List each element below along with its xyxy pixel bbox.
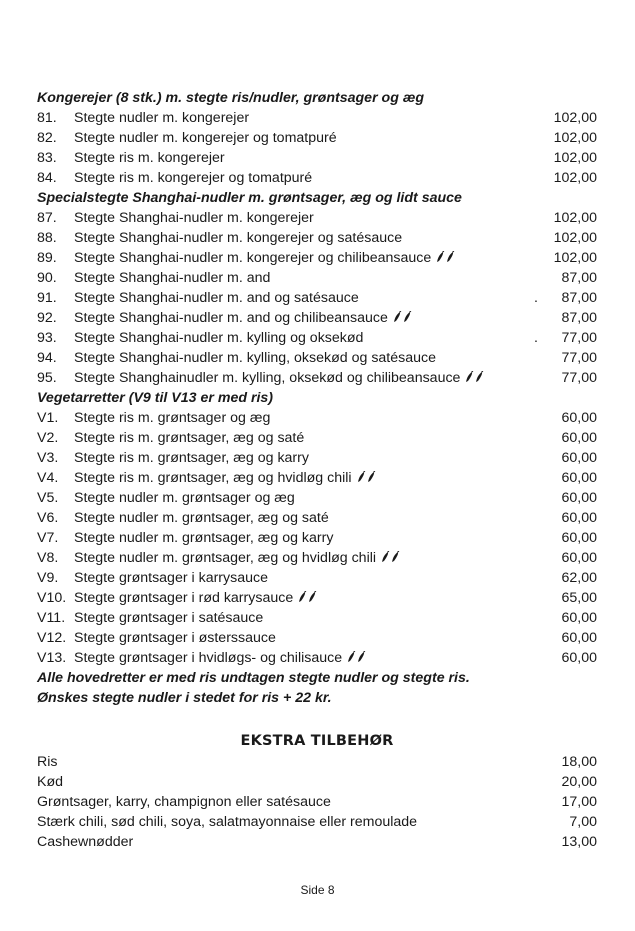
item-number: V13. — [37, 650, 67, 666]
item-price: 77,00 — [561, 370, 597, 386]
item-name-wrap — [74, 468, 376, 488]
item-number: 95. — [37, 370, 57, 386]
item-name: Stegte nudler m. grøntsager, æg og saté — [74, 510, 329, 526]
item-number: V2. — [37, 430, 59, 446]
item-name: Stegte ris m. kongerejer — [74, 150, 225, 166]
chili-pepper-icon — [380, 551, 400, 563]
item-name-wrap — [74, 448, 309, 468]
item-number: 90. — [37, 270, 57, 286]
item-number: 89. — [37, 250, 57, 266]
menu-item — [37, 128, 597, 148]
item-name: Stegte Shanghai-nudler m. and og satésauce — [74, 290, 359, 306]
menu-item — [37, 548, 597, 568]
item-number: V11. — [37, 610, 66, 626]
item-number: 83. — [37, 150, 57, 166]
item-price: 102,00 — [553, 230, 597, 246]
item-number: V6. — [37, 510, 59, 526]
menu-item — [37, 608, 597, 628]
item-number: V3. — [37, 450, 59, 466]
item-name-wrap — [74, 168, 312, 188]
extra-name: Grøntsager, karry, champignon eller satésauce — [37, 794, 331, 810]
item-name: Stegte grøntsager i hvidløgs- og chilisauce — [74, 650, 343, 666]
item-number: V8. — [37, 550, 59, 566]
chili-pepper-icon — [464, 371, 484, 383]
stray-dot: . — [534, 330, 538, 346]
item-name: Stegte Shanghai-nudler m. and og chilibeansauce — [74, 310, 388, 326]
item-price: 60,00 — [561, 610, 597, 626]
menu-item — [37, 328, 597, 348]
item-price: 62,00 — [561, 570, 597, 586]
item-number: 81. — [37, 110, 57, 126]
item-name: Stegte ris m. grøntsager, æg og hvidløg chili — [74, 470, 352, 486]
menu-item — [37, 348, 597, 368]
chili-pepper-icon — [346, 651, 366, 663]
item-name-wrap — [74, 328, 363, 348]
menu-item — [37, 228, 597, 248]
item-price: 87,00 — [561, 270, 597, 286]
item-name-wrap — [74, 308, 412, 328]
extra-price: 20,00 — [561, 774, 597, 790]
chili-pepper-icon — [356, 471, 376, 483]
extra-price: 18,00 — [561, 754, 597, 770]
section-heading: Specialstegte Shanghai-nudler m. grøntsager, æg og lidt sauce — [37, 190, 462, 206]
item-name-wrap — [74, 288, 359, 308]
menu-item — [37, 508, 597, 528]
menu-item — [37, 308, 597, 328]
item-name-wrap — [74, 568, 268, 588]
item-number: 87. — [37, 210, 57, 226]
item-number: V12. — [37, 630, 67, 646]
item-price: 60,00 — [561, 650, 597, 666]
extra-item — [37, 832, 597, 852]
chili-pepper-icon — [392, 311, 412, 323]
item-name: Stegte nudler m. kongerejer — [74, 110, 250, 126]
item-name: Stegte nudler m. kongerejer og tomatpuré — [74, 130, 337, 146]
item-number: V9. — [37, 570, 59, 586]
menu-item — [37, 648, 597, 668]
item-name-wrap — [74, 108, 249, 128]
menu-item — [37, 628, 597, 648]
item-price: 60,00 — [561, 450, 597, 466]
item-number: V7. — [37, 530, 59, 546]
item-name: Stegte Shanghai-nudler m. and — [74, 270, 271, 286]
menu-item — [37, 248, 597, 268]
menu-item — [37, 588, 597, 608]
menu-item — [37, 488, 597, 508]
item-number: 93. — [37, 330, 57, 346]
extra-item — [37, 792, 597, 812]
section-heading: Vegetarretter (V9 til V13 er med ris) — [37, 390, 274, 406]
section-heading: Kongerejer (8 stk.) m. stegte ris/nudler, grøntsager og æg — [37, 90, 425, 106]
item-number: 88. — [37, 230, 57, 246]
item-price: 102,00 — [553, 250, 597, 266]
item-price: 102,00 — [553, 170, 597, 186]
item-name: Stegte nudler m. grøntsager, æg og karry — [74, 530, 334, 546]
item-price: 60,00 — [561, 410, 597, 426]
menu-sections — [37, 88, 597, 668]
note-rice: Alle hovedretter er med ris undtagen stegte nudler og stegte ris. — [37, 670, 470, 686]
item-name-wrap — [74, 548, 400, 568]
item-name-wrap — [74, 608, 263, 628]
item-name: Stegte grøntsager i østerssauce — [74, 630, 276, 646]
menu-item — [37, 568, 597, 588]
item-name: Stegte grøntsager i satésauce — [74, 610, 264, 626]
item-name-wrap — [74, 408, 270, 428]
item-price: 60,00 — [561, 430, 597, 446]
extra-price: 13,00 — [561, 834, 597, 850]
item-name: Stegte ris m. grøntsager, æg og saté — [74, 430, 305, 446]
item-name: Stegte ris m. kongerejer og tomatpuré — [74, 170, 313, 186]
extra-name: Cashewnødder — [37, 834, 134, 850]
menu-item — [37, 428, 597, 448]
menu-item — [37, 368, 597, 388]
menu-item — [37, 108, 597, 128]
menu-item — [37, 448, 597, 468]
item-name: Stegte nudler m. grøntsager og æg — [74, 490, 295, 506]
extra-item — [37, 752, 597, 772]
item-price: 77,00 — [561, 350, 597, 366]
item-name: Stegte grøntsager i rød karrysauce — [74, 590, 294, 606]
item-price: 102,00 — [553, 130, 597, 146]
item-number: 82. — [37, 130, 57, 146]
item-price: 102,00 — [553, 150, 597, 166]
item-number: V10. — [37, 590, 67, 606]
item-number: V1. — [37, 410, 59, 426]
item-name: Stegte Shanghai-nudler m. kylling, oksekød og satésauce — [74, 350, 436, 366]
chili-pepper-icon — [435, 251, 455, 263]
menu-item — [37, 268, 597, 288]
item-price: 102,00 — [553, 210, 597, 226]
item-price: 60,00 — [561, 550, 597, 566]
note-noodles: Ønskes stegte nudler i stedet for ris + 22 kr. — [37, 690, 332, 706]
item-name-wrap — [74, 148, 225, 168]
item-name-wrap — [74, 208, 314, 228]
item-name: Stegte ris m. grøntsager, æg og karry — [74, 450, 309, 466]
item-name-wrap — [74, 588, 317, 608]
extras-title: EKSTRA TILBEHØR — [240, 733, 394, 749]
extra-name: Stærk chili, sød chili, soya, salatmayonnaise eller remoulade — [37, 814, 418, 830]
extra-item — [37, 812, 597, 832]
extra-name: Kød — [37, 774, 64, 790]
item-name: Stegte Shanghai-nudler m. kongerejer og satésauce — [74, 230, 403, 246]
extra-price: 7,00 — [569, 814, 597, 830]
item-number: 91. — [37, 290, 57, 306]
menu-item — [37, 288, 597, 308]
page-number: Side 8 — [300, 883, 335, 897]
item-name-wrap — [74, 488, 295, 508]
item-name-wrap — [74, 268, 270, 288]
item-price: 102,00 — [553, 110, 597, 126]
menu-item — [37, 148, 597, 168]
item-name: Stegte Shanghainudler m. kylling, oksekød og chilibeansauce — [74, 370, 461, 386]
item-name: Stegte Shanghai-nudler m. kylling og oksekød — [74, 330, 364, 346]
item-name: Stegte Shanghai-nudler m. kongerejer — [74, 210, 314, 226]
item-name-wrap — [74, 628, 276, 648]
item-price: 87,00 — [561, 290, 597, 306]
stray-dot: . — [534, 290, 538, 306]
item-price: 87,00 — [561, 310, 597, 326]
item-name: Stegte ris m. grøntsager og æg — [74, 410, 271, 426]
item-name-wrap — [74, 428, 304, 448]
extras-list — [37, 752, 597, 852]
menu-page — [37, 88, 597, 852]
chili-pepper-icon — [297, 591, 317, 603]
item-name: Stegte Shanghai-nudler m. kongerejer og chilibeansauce — [74, 250, 432, 266]
extra-item — [37, 772, 597, 792]
extra-name: Ris — [37, 754, 58, 770]
item-price: 60,00 — [561, 490, 597, 506]
menu-item — [37, 528, 597, 548]
menu-item — [37, 168, 597, 188]
item-name-wrap — [74, 248, 455, 268]
item-name-wrap — [74, 648, 366, 668]
item-price: 60,00 — [561, 630, 597, 646]
item-name-wrap — [74, 368, 484, 388]
item-number: 92. — [37, 310, 57, 326]
item-name: Stegte nudler m. grøntsager, æg og hvidløg chili — [74, 550, 377, 566]
item-number: V4. — [37, 470, 59, 486]
item-price: 77,00 — [561, 330, 597, 346]
item-name-wrap — [74, 508, 329, 528]
item-price: 65,00 — [561, 590, 597, 606]
item-number: 94. — [37, 350, 57, 366]
item-name-wrap — [74, 348, 436, 368]
item-price: 60,00 — [561, 470, 597, 486]
item-number: 84. — [37, 170, 57, 186]
menu-notes — [37, 668, 597, 708]
menu-item — [37, 208, 597, 228]
item-number: V5. — [37, 490, 59, 506]
item-name: Stegte grøntsager i karrysauce — [74, 570, 268, 586]
menu-item — [37, 468, 597, 488]
item-price: 60,00 — [561, 530, 597, 546]
item-name-wrap — [74, 228, 402, 248]
menu-item — [37, 408, 597, 428]
item-price: 60,00 — [561, 510, 597, 526]
item-name-wrap — [74, 128, 337, 148]
item-name-wrap — [74, 528, 333, 548]
extra-price: 17,00 — [561, 794, 597, 810]
